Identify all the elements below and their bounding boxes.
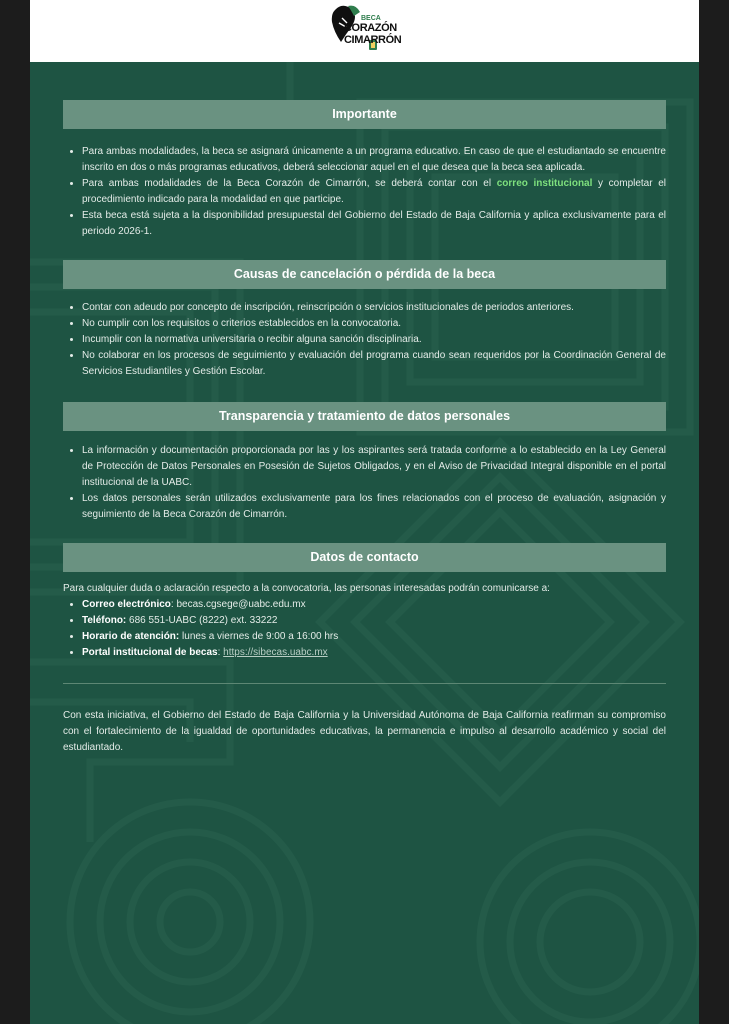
- list-item: • No cumplir con los requisitos o criterios establecidos en la convocatoria.: [82, 316, 666, 332]
- section-title-transparencia: Transparencia y tratamiento de datos personales: [63, 402, 666, 431]
- closing-paragraph: Con esta iniciativa, el Gobierno del Estado de Baja California y la Universidad Autónoma de Baja California reafirman su compromiso con el fortalecimiento de la igualdad de oportunidades educativas, la permanencia e impulso al desarrollo académico y social del estudiantado.: [63, 710, 666, 753]
- list-item: • Los datos personales serán utilizados exclusivamente para los fines relacionados con el proceso de evaluación, asignación y seguimiento de la Beca Corazón de Cimarrón.: [82, 491, 666, 523]
- email-page: [30, 0, 699, 1024]
- contacto-list: [63, 597, 666, 661]
- phone-value: 686 551-UABC (8222) ext. 33222: [129, 615, 278, 626]
- section-title-importante: Importante: [63, 100, 666, 129]
- importante-list: [63, 144, 666, 240]
- section-title-contacto: Datos de contacto: [63, 543, 666, 572]
- logo-cimarron-text: CIMARRÓN: [344, 34, 402, 46]
- content: [63, 100, 666, 756]
- contact-email: • Correo electrónico: becas.cgsege@uabc.edu.mx: [82, 597, 666, 613]
- portal-link[interactable]: https://sibecas.uabc.mx: [223, 647, 328, 658]
- contact-phone: • Teléfono: 686 551-UABC (8222) ext. 33222: [82, 613, 666, 629]
- section-title-cancelacion: Causas de cancelación o pérdida de la beca: [63, 260, 666, 289]
- transparencia-list: [63, 443, 666, 523]
- list-item: • Contar con adeudo por concepto de inscripción, reinscripción o servicios institucionales de periodos anteriores.: [82, 300, 666, 316]
- cancelacion-list: [63, 300, 666, 380]
- contact-hours: • Horario de atención: lunes a viernes de 9:00 a 16:00 hrs: [82, 629, 666, 645]
- list-item: • Para ambas modalidades, la beca se asignará únicamente a un programa educativo. En caso de que el estudiantado se encuentre inscrito en dos o más programas educativos, deberá seleccionar aquel en el que desea que la beca sea aplicada.: [82, 144, 666, 176]
- logo-corazon-text: CORAZÓN: [344, 22, 397, 34]
- list-item: • Esta beca está sujeta a la disponibilidad presupuestal del Gobierno del Estado de Baja California y aplica exclusivamente para el periodo 2026-1.: [82, 208, 666, 240]
- list-item: • La información y documentación proporcionada por las y los aspirantes será tratada conforme a lo establecido en la Ley General de Protección de Datos Personales en Posesión de Sujetos Obligados, y en el Aviso de Privacidad Integral disponible en el portal institucional de la UABC.: [82, 443, 666, 491]
- list-item: • Incumplir con la normativa universitaria o recibir alguna sanción disciplinaria.: [82, 332, 666, 348]
- logo-beca-text: BECA: [361, 15, 381, 22]
- divider: [63, 683, 666, 684]
- email-value[interactable]: becas.cgsege@uabc.edu.mx: [176, 599, 306, 610]
- list-item: • Para ambas modalidades de la Beca Corazón de Cimarrón, se deberá contar con el correo institucional y completar el procedimiento indicado para la modalidad en que participe.: [82, 176, 666, 208]
- contact-portal: • Portal institucional de becas: https://sibecas.uabc.mx: [82, 645, 666, 661]
- correo-institucional-highlight: correo institucional: [496, 178, 593, 189]
- hours-value: lunes a viernes de 9:00 a 16:00 hrs: [182, 631, 339, 642]
- contacto-intro: Para cualquier duda o aclaración respecto a la convocatoria, las personas interesadas podrán comunicarse a:: [63, 583, 550, 594]
- list-item: • No colaborar en los procesos de seguimiento y evaluación del programa cuando sean requeridos por la Coordinación General de Servicios Estudiantiles y Gestión Escolar.: [82, 348, 666, 380]
- header: [30, 0, 699, 62]
- beca-logo: [330, 4, 402, 58]
